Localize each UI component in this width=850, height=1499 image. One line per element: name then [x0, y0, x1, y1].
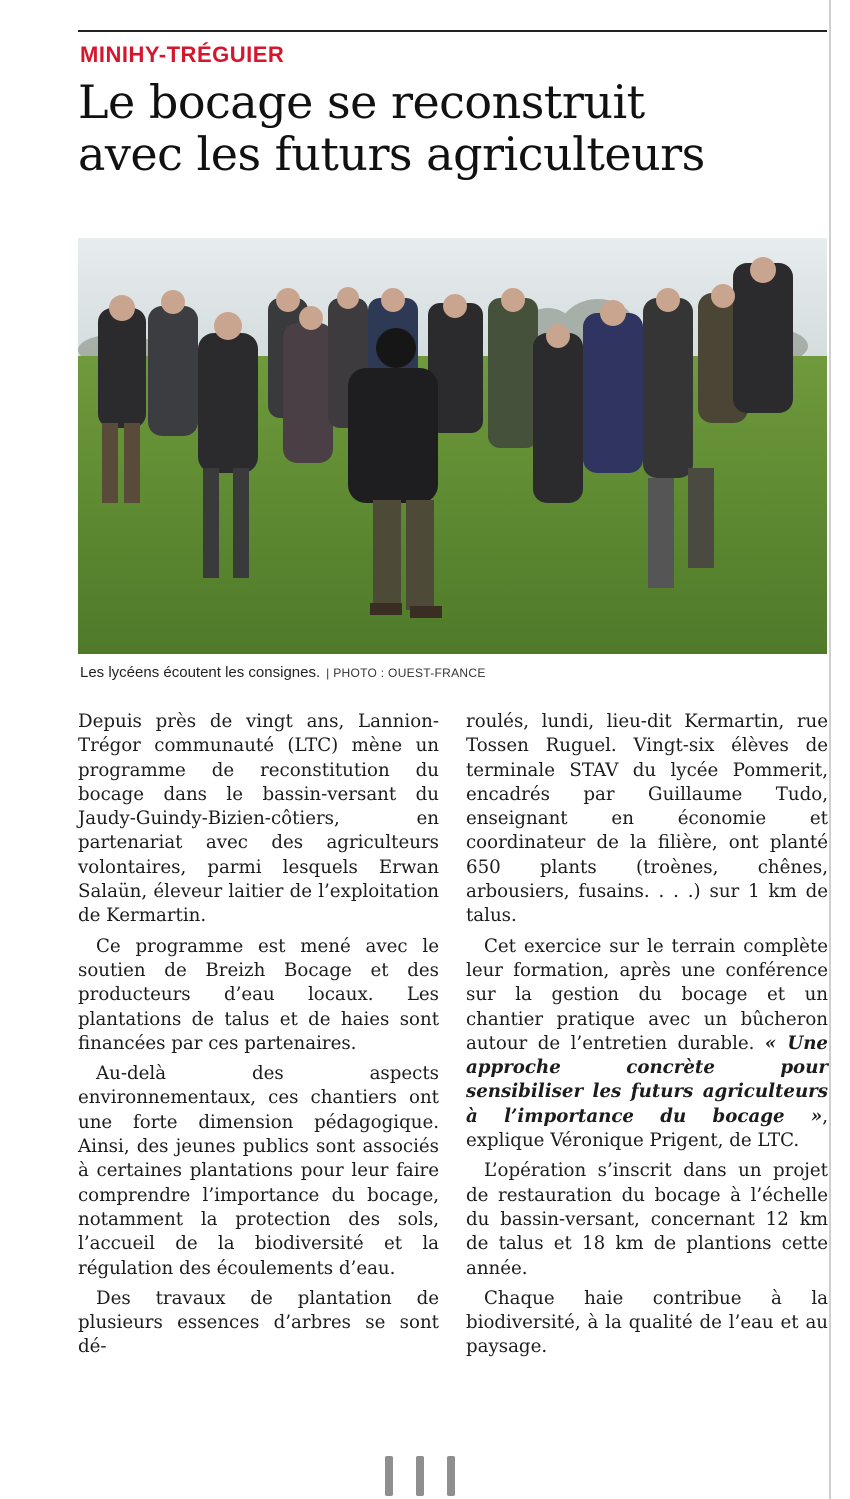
paragraph-8: Chaque haie contribue à la biodiversité, à la qualité de l’eau et au paysage. — [466, 1287, 828, 1358]
page-edge-rule — [829, 0, 831, 1499]
photo-credit: | PHOTO : OUEST-FRANCE — [326, 666, 486, 680]
section-top-rule — [78, 30, 827, 32]
paragraph-6 — [466, 935, 828, 1154]
caption-text: Les lycéens écoutent les consignes. — [80, 664, 321, 681]
article-column-right — [466, 710, 828, 1360]
paragraph-6-text-b: , explique Véronique Prigent, de LTC. — [466, 1105, 828, 1152]
section-kicker: MINIHY-TRÉGUIER — [80, 42, 285, 67]
scroll-handle-icon[interactable] — [385, 1456, 455, 1496]
handle-bar — [385, 1456, 393, 1496]
paragraph-1: Depuis près de vingt ans, Lannion-Trégor communauté (LTC) mène un programme de reconstitution du bocage dans le bassin-versant du Jaudy-Guindy-Bizien-côtiers, en partenariat avec des agriculteurs volontaires, parmi lesquels Erwan Salaün, éleveur laitier de l’exploitation de Kermartin. — [78, 711, 439, 927]
paragraph-4: Des travaux de plantation de plusieurs essences d’arbres se sont dé- — [78, 1287, 439, 1358]
paragraph-3: Au-delà des aspects environnementaux, ces chantiers ont une forte dimension pédagogique. Ainsi, des jeunes publics sont associés à certaines plantations pour leur faire comprendre l’importance du bocage, notamment la protection des sols, l’accueil de la biodiversité et la régulation des écoulements d’eau. — [78, 1063, 439, 1279]
article-headline — [78, 76, 828, 180]
article-photo — [78, 238, 827, 654]
photo-caption — [80, 664, 486, 681]
handle-bar — [416, 1456, 424, 1496]
paragraph-5: roulés, lundi, lieu-dit Kermartin, rue Tossen Ruguel. Vingt-six élèves de terminale STAV du lycée Pommerit, encadrés par Guillaume Tudo, enseignant en économie et coordinateur de la filière, ont planté 650 plants (troènes, chênes, arbousiers, fusains. . . .) sur 1 km de talus. — [466, 711, 828, 927]
paragraph-6-text-a: Cet exercice sur le terrain complète leur formation, après une conférence sur la gestion du bocage et un chantier pratique avec un bûcheron autour de l’entretien durable. — [466, 935, 828, 1054]
pull-quote: « Une approche concrète pour sensibiliser les futurs agriculteurs à l’importance du bocage » — [466, 1032, 828, 1127]
headline-line-2: avec les futurs agriculteurs — [78, 127, 705, 181]
headline-line-1: Le bocage se reconstruit — [78, 75, 645, 129]
article-column-left — [78, 710, 439, 1360]
students-in-field-image — [78, 238, 827, 654]
paragraph-2: Ce programme est mené avec le soutien de Breizh Bocage et des producteurs d’eau locaux. Les plantations de talus et de haies sont financées par ces partenaires. — [78, 935, 439, 1054]
paragraph-7: L’opération s’inscrit dans un projet de restauration du bocage à l’échelle du bassin-versant, concernant 12 km de talus et 18 km de plantions cette année. — [466, 1160, 828, 1279]
handle-bar — [447, 1456, 455, 1496]
